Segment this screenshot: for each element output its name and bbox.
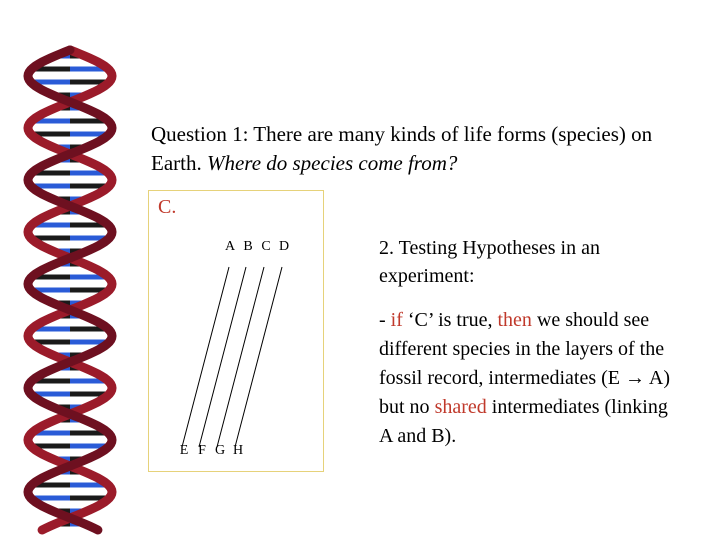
quote-c-text: ‘C’ is true, (402, 309, 498, 331)
dash: - (379, 309, 391, 331)
body-line-2: A) but no (379, 367, 671, 418)
lineage-line-h-d (235, 267, 282, 447)
species-label-b: B (243, 239, 253, 254)
bottom-species-labels (175, 443, 247, 459)
section-title: 2. Testing Hypotheses in an experiment: (379, 237, 600, 287)
species-label-d: D (278, 239, 290, 254)
species-label-g: G (214, 443, 226, 458)
phylogeny-panel (148, 190, 324, 472)
hypothesis-text (379, 306, 679, 451)
question-prefix: Question 1: There are many kinds of life forms (species) on Earth. (151, 122, 653, 175)
dna-helix-image (0, 0, 140, 540)
keyword-then: then (497, 309, 532, 331)
lineage-line-e-a (182, 267, 229, 447)
species-label-e: E (179, 443, 189, 458)
question-emphasis: Where do species come from? (206, 151, 458, 175)
body-line-3: intermediates (linking A and B). (379, 396, 668, 447)
species-label-c: C (261, 239, 271, 254)
lineage-line-g-c (217, 267, 264, 447)
species-label-h: H (232, 443, 244, 458)
top-species-labels (221, 239, 293, 255)
body-line-1: we should see different species in the layers of the fossil record, intermediates (E (379, 309, 665, 389)
keyword-if: if (390, 309, 403, 331)
lineage-line-f-b (199, 267, 246, 447)
species-label-a: A (224, 239, 236, 254)
arrow-icon: → (625, 367, 646, 389)
keyword-shared: shared (434, 396, 487, 418)
lineage-lines (149, 191, 325, 473)
species-label-f: F (198, 443, 206, 458)
question-text (151, 120, 671, 178)
panel-label: C. (158, 196, 177, 218)
